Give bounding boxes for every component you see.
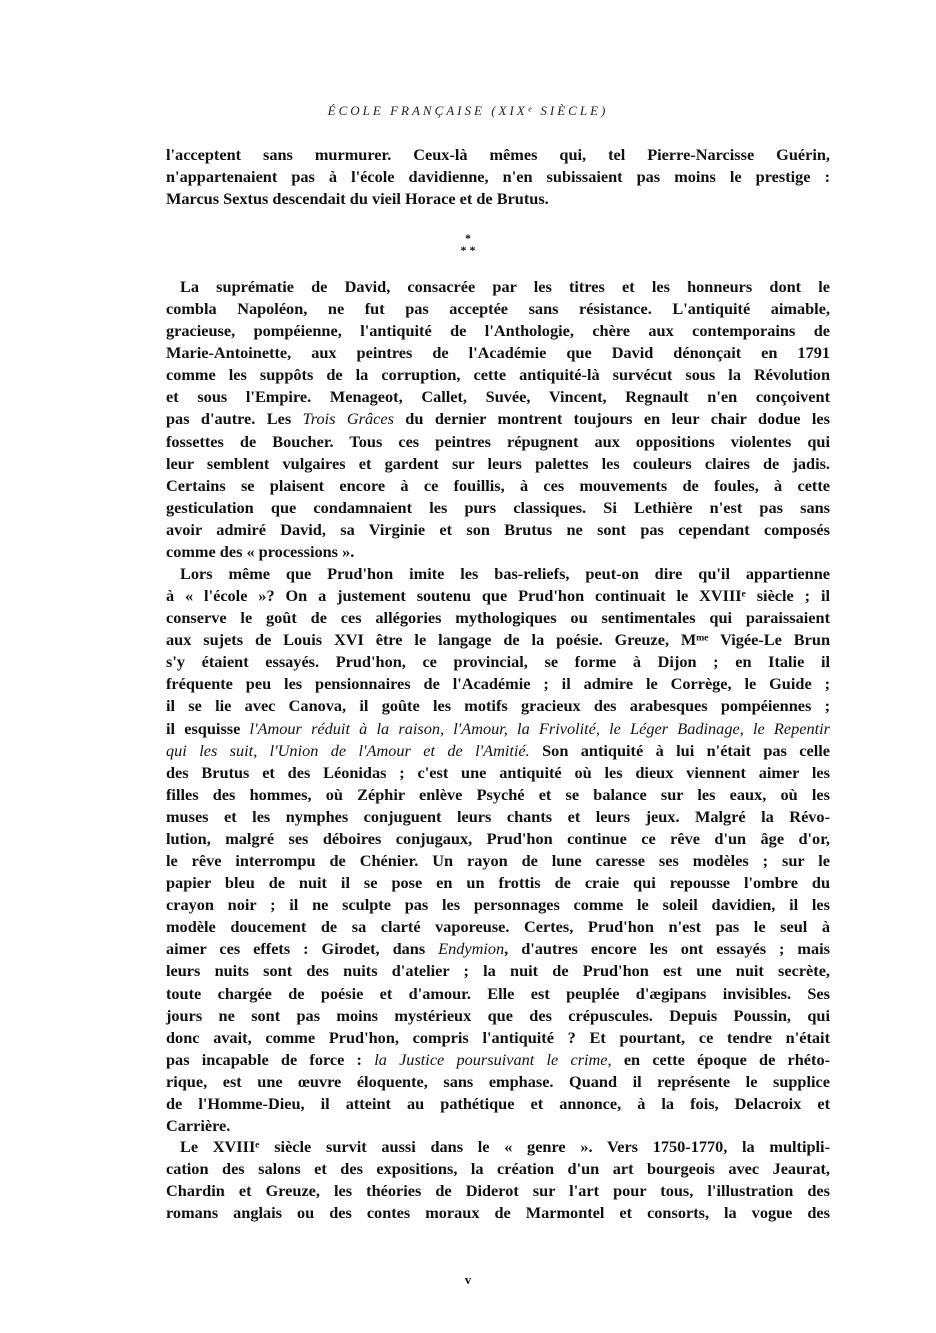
text-line bbox=[166, 872, 830, 894]
text-run: Le XVIIIᵉ siècle survit aussi dans le « genre ». Vers 1750-1770, la multipli- bbox=[180, 1137, 830, 1156]
italic-title: la Justice poursuivant le crime, bbox=[374, 1049, 612, 1069]
text-line bbox=[166, 828, 830, 850]
running-head: ÉCOLE FRANÇAISE (XIXᵉ SIÈCLE) bbox=[327, 103, 609, 118]
asterism-bottom: * * bbox=[460, 243, 476, 257]
asterism-separator bbox=[0, 232, 936, 256]
text-run: des Brutus et des Léonidas ; c'est une antiquité où les dieux viennent aimer les bbox=[166, 762, 830, 782]
text-run: papier bleu de nuit il se pose en un frottis de craie qui repousse l'ombre du bbox=[166, 873, 830, 893]
text-line bbox=[166, 850, 830, 872]
text-run: La suprématie de David, consacrée par les titres et les honneurs dont le bbox=[180, 277, 830, 296]
text-run: , d'autres encore les ont essayés ; mais bbox=[504, 939, 830, 959]
text-line bbox=[166, 1093, 830, 1115]
text-run: fossettes de Boucher. Tous ces peintres répugnent aux oppositions violentes qui bbox=[166, 431, 830, 451]
text-run: conserve le goût de ces allégories mythologiques ou sentimentales qui paraissaient bbox=[166, 608, 830, 628]
text-run: Son antiquité à lui n'était pas celle bbox=[529, 740, 830, 760]
text-run: Marie-Antoinette, aux peintres de l'Académie que David dénonçait en 1791 bbox=[166, 343, 830, 363]
text-run: combla Napoléon, ne fut pas acceptée sans résistance. L'antiquité aimable, bbox=[166, 299, 830, 319]
text-run: lution, malgré ses déboires conjugaux, Prud'hon continue ce rêve d'un âge d'or, bbox=[166, 828, 830, 848]
text-run: s'y étaient essayés. Prud'hon, ce provincial, se forme à Dijon ; en Italie il bbox=[166, 652, 830, 672]
text-run: l'acceptent sans murmurer. Ceux-là mêmes qui, tel Pierre-Narcisse Guérin, bbox=[166, 145, 830, 164]
text-line bbox=[166, 188, 830, 210]
text-line bbox=[166, 342, 830, 364]
text-run: Carrière. bbox=[166, 1116, 231, 1135]
text-run: crayon noir ; il ne sculpte pas les personnages comme le soleil davidien, il les bbox=[166, 895, 830, 915]
text-line bbox=[166, 1027, 830, 1049]
italic-title: qui les suit, l'Union de l'Amour et de l'Amitié. bbox=[166, 740, 530, 760]
text-line bbox=[166, 144, 830, 166]
page-number: v bbox=[464, 1272, 472, 1287]
text-line bbox=[166, 695, 830, 717]
text-line bbox=[166, 1005, 830, 1027]
text-line bbox=[166, 519, 830, 541]
text-run: leur semblent vulgaires et gardent sur leurs palettes les couleurs claires de jadis. bbox=[166, 453, 830, 473]
text-run: comme des « processions ». bbox=[166, 541, 355, 561]
text-run: modèle doucement de sa clarté vaporeuse. Certes, Prud'hon n'est pas le seul à bbox=[166, 917, 830, 937]
text-line bbox=[166, 1180, 830, 1202]
text-line bbox=[166, 408, 830, 430]
text-line bbox=[166, 1071, 830, 1093]
text-run: avoir admiré David, sa Virginie et son Brutus ne sont pas cependant composés bbox=[166, 519, 830, 539]
text-line bbox=[166, 475, 830, 497]
text-line bbox=[166, 806, 830, 828]
text-line bbox=[166, 364, 830, 386]
text-run: il esquisse bbox=[166, 718, 250, 738]
text-run: romans anglais ou des contes moraux de Marmontel et consorts, la vogue des bbox=[166, 1203, 830, 1223]
text-line bbox=[166, 541, 830, 563]
text-run: pas incapable de force : bbox=[166, 1049, 375, 1069]
italic-title: Trois Grâces bbox=[302, 409, 394, 429]
italic-title: l'Amour réduit à la raison, l'Amour, la Frivolité, le Léger Badinage, le Repentir bbox=[249, 718, 830, 738]
text-line bbox=[166, 894, 830, 916]
text-line bbox=[166, 320, 830, 342]
text-line bbox=[166, 916, 830, 938]
text-run: fréquente peu les pensionnaires de l'Académie ; il admire le Corrège, le Guide ; bbox=[166, 674, 830, 694]
text-line bbox=[166, 1158, 830, 1180]
text-line bbox=[166, 166, 830, 188]
text-run: de l'Homme-Dieu, il atteint au pathétique et annonce, à la fois, Delacroix et bbox=[166, 1093, 830, 1113]
text-run: le rêve interrompu de Chénier. Un rayon de lune caresse ses modèles ; sur le bbox=[166, 851, 830, 871]
text-run: filles des hommes, où Zéphir enlève Psyché et se balance sur les eaux, où les bbox=[166, 784, 830, 804]
text-line bbox=[166, 453, 830, 475]
text-line bbox=[166, 629, 830, 651]
text-line bbox=[166, 585, 830, 607]
text-line bbox=[180, 563, 830, 585]
text-run: en cette époque de rhéto- bbox=[611, 1049, 831, 1069]
text-run: jours ne sont pas moins mystérieux que des crépuscules. Depuis Poussin, qui bbox=[166, 1005, 830, 1025]
text-run: donc avait, comme Prud'hon, compris l'antiquité ? Et pourtant, ce tendre n'était bbox=[166, 1027, 830, 1047]
text-line bbox=[166, 1202, 830, 1224]
text-line bbox=[166, 607, 830, 629]
text-run: comme les suppôts de la corruption, cette antiquité-là survécut sous la Révolution bbox=[166, 365, 830, 385]
text-run: leurs nuits sont des nuits d'atelier ; la nuit de Prud'hon est une nuit secrète, bbox=[166, 961, 830, 981]
text-line bbox=[166, 298, 830, 320]
italic-title: Endymion bbox=[438, 939, 505, 959]
text-line bbox=[166, 1115, 830, 1137]
text-run: rique, est une œuvre éloquente, sans emphase. Quand il représente le supplice bbox=[166, 1071, 830, 1091]
text-line bbox=[166, 673, 830, 695]
text-line bbox=[166, 762, 830, 784]
text-line bbox=[166, 718, 830, 740]
text-run: gesticulation que condamnaient les purs classiques. Si Lethière n'est pas sans bbox=[166, 497, 830, 517]
text-line bbox=[180, 1136, 830, 1158]
text-run: aux sujets de Louis XVI être le langage de la poésie. Greuze, Mᵐᵉ Vigée-Le Brun bbox=[166, 630, 830, 650]
text-line bbox=[166, 431, 830, 453]
text-run: cation des salons et des expositions, la création d'un art bourgeois avec Jeaurat, bbox=[166, 1159, 830, 1179]
text-run: du dernier montrent toujours en leur chair dodue les bbox=[393, 409, 830, 429]
text-run: Certains se plaisent encore à ce fouillis, à ces mouvements de foules, à cette bbox=[166, 475, 830, 495]
text-run: à « l'école »? On a justement soutenu que Prud'hon continuait le XVIIIᵉ siècle ; il bbox=[166, 586, 830, 606]
text-line bbox=[166, 784, 830, 806]
text-run: Lors même que Prud'hon imite les bas-reliefs, peut-on dire qu'il appartienne bbox=[180, 564, 830, 583]
text-line bbox=[166, 386, 830, 408]
text-line bbox=[166, 938, 830, 960]
text-run: Marcus Sextus descendait du vieil Horace et de Brutus. bbox=[166, 189, 549, 209]
text-line bbox=[166, 497, 830, 519]
text-run: muses et les nymphes conjuguent leurs chants et leurs jeux. Malgré la Révo- bbox=[166, 806, 830, 826]
text-run: gracieuse, pompéienne, l'antiquité de l'Anthologie, chère aux contemporains de bbox=[166, 321, 830, 341]
text-run: aimer ces effets : Girodet, dans bbox=[166, 939, 439, 959]
text-line bbox=[166, 960, 830, 982]
text-line bbox=[166, 651, 830, 673]
text-line bbox=[166, 983, 830, 1005]
text-run: et sous l'Empire. Menageot, Callet, Suvée, Vincent, Regnault n'en conçoivent bbox=[166, 387, 830, 407]
text-run: il se lie avec Canova, il goûte les motifs gracieux des arabesques pompéiennes ; bbox=[166, 696, 830, 716]
text-line bbox=[180, 276, 830, 298]
asterism-top: * bbox=[465, 231, 471, 245]
text-line bbox=[166, 740, 830, 762]
text-run: n'appartenaient pas à l'école davidienne, n'en subissaient pas moins le prestige : bbox=[166, 167, 830, 187]
text-run: Chardin et Greuze, les théories de Diderot sur l'art pour tous, l'illustration des bbox=[166, 1181, 830, 1201]
text-run: toute chargée de poésie et d'amour. Elle est peuplée d'ægipans invisibles. Ses bbox=[166, 983, 830, 1003]
text-line bbox=[166, 1049, 830, 1071]
text-run: pas d'autre. Les bbox=[166, 409, 303, 429]
